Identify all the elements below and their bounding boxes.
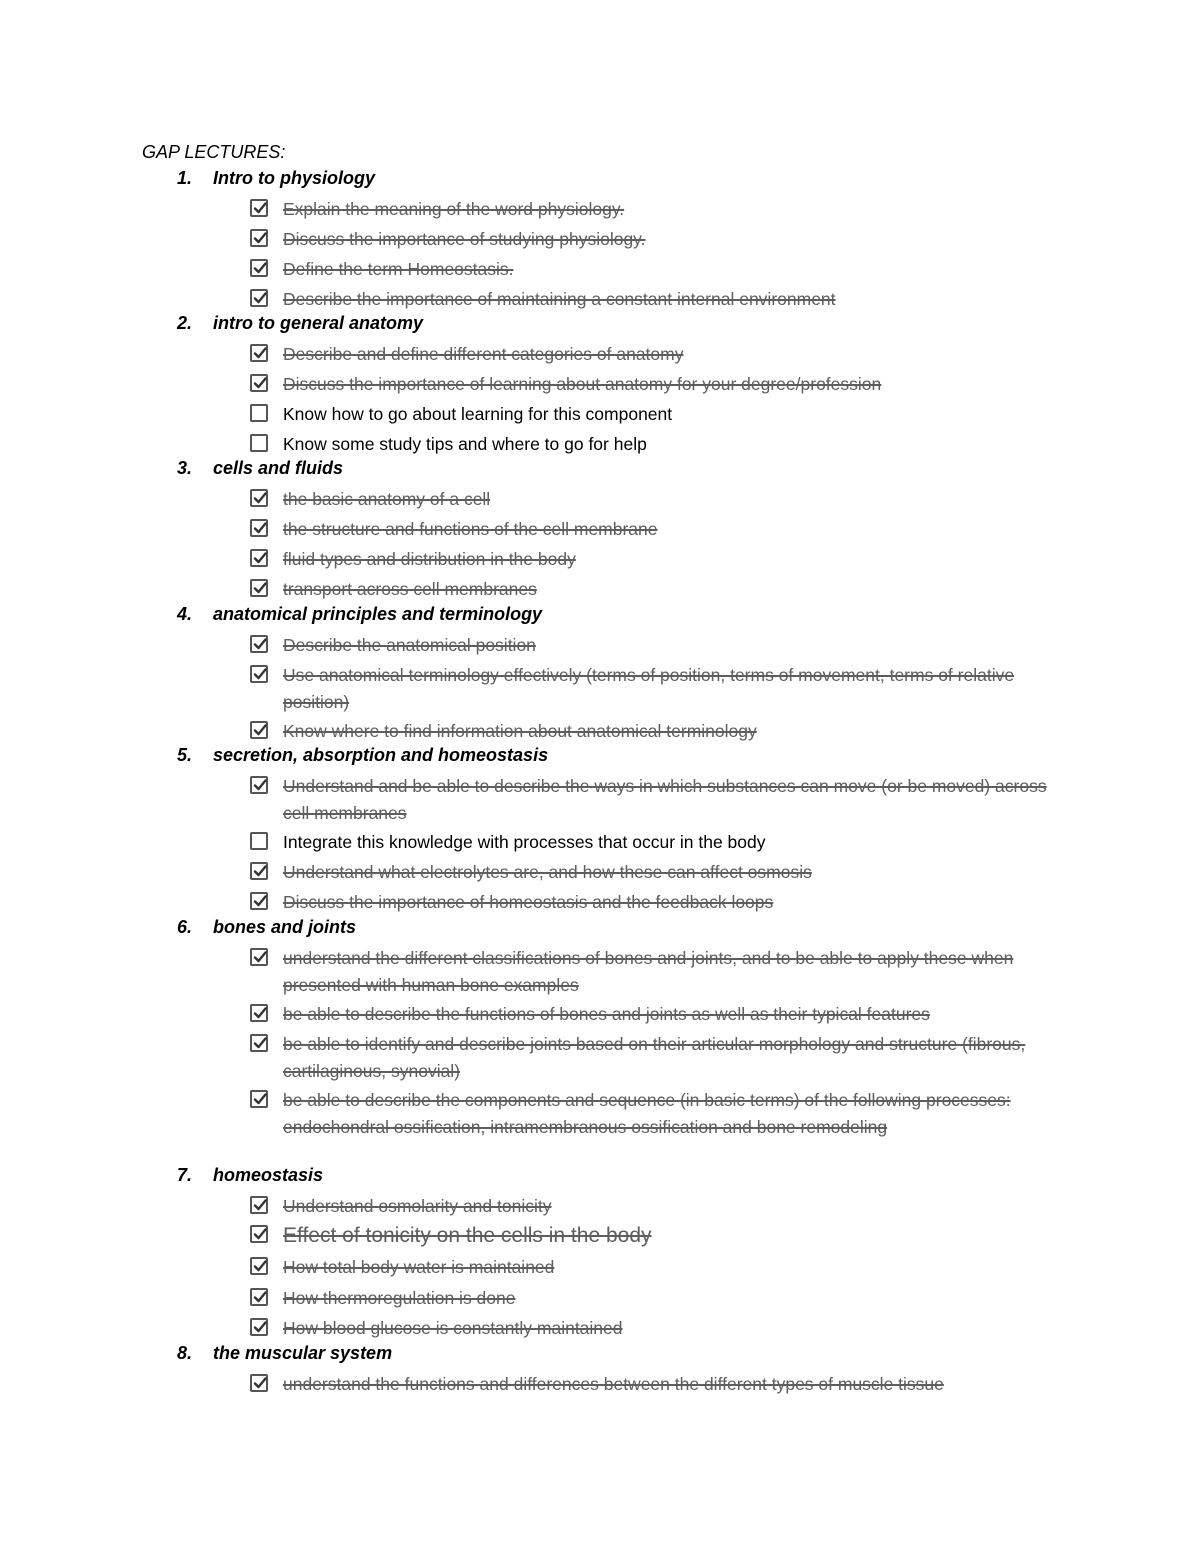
checklist-item-text: Understand osmolarity and tonicity bbox=[283, 1196, 552, 1216]
checklist-item-text: Describe the anatomical position bbox=[283, 635, 536, 655]
checked-checkbox-icon[interactable] bbox=[250, 489, 268, 507]
section-heading bbox=[177, 745, 548, 766]
section-heading-text: cells and fluids bbox=[213, 458, 344, 478]
section-heading-text: anatomical principles and terminology bbox=[213, 604, 543, 624]
section-heading bbox=[177, 604, 542, 625]
section-number: 8. bbox=[177, 1343, 193, 1363]
section-number: 2. bbox=[177, 313, 193, 333]
checked-checkbox-icon[interactable] bbox=[250, 549, 268, 567]
checked-checkbox-icon[interactable] bbox=[250, 344, 268, 362]
section-heading bbox=[177, 313, 423, 334]
checked-checkbox-icon[interactable] bbox=[250, 1034, 268, 1052]
section-number: 7. bbox=[177, 1165, 193, 1185]
section-heading-text: Intro to physiology bbox=[213, 168, 375, 188]
section-number: 1. bbox=[177, 168, 193, 188]
checklist-item-text: the structure and functions of the cell membrane bbox=[283, 519, 658, 539]
checklist-item-text: Discuss the importance of studying physiology. bbox=[283, 229, 646, 249]
section-heading bbox=[177, 168, 375, 189]
section-heading bbox=[177, 1343, 392, 1364]
section-heading bbox=[177, 917, 356, 938]
checklist-item-text: Describe the importance of maintaining a constant internal environment bbox=[283, 289, 836, 309]
section-heading-text: secretion, absorption and homeostasis bbox=[213, 745, 549, 765]
checklist-item-text: Know some study tips and where to go for help bbox=[283, 434, 647, 454]
title-suffix: : bbox=[280, 142, 286, 162]
checklist-item-text: Understand and be able to describe the ways in which substances can move (or be moved) across cell membranes bbox=[283, 776, 1047, 823]
checklist-item-text: Discuss the importance of learning about anatomy for your degree/profession bbox=[283, 374, 882, 394]
checked-checkbox-icon[interactable] bbox=[250, 892, 268, 910]
checklist-item-text: Effect of tonicity on the cells in the body bbox=[283, 1224, 652, 1247]
checked-checkbox-icon[interactable] bbox=[250, 862, 268, 880]
checklist-item-text: be able to describe the functions of bones and joints as well as their typical features bbox=[283, 1004, 930, 1024]
checked-checkbox-icon[interactable] bbox=[250, 1288, 268, 1306]
document-title bbox=[142, 142, 285, 163]
unchecked-checkbox-icon[interactable] bbox=[250, 404, 268, 422]
checklist-item-text: Discuss the importance of homeostasis and the feedback loops bbox=[283, 892, 774, 912]
checked-checkbox-icon[interactable] bbox=[250, 1004, 268, 1022]
title-text: GAP LECTURES bbox=[142, 142, 281, 162]
checklist-item-text: understand the functions and differences between the different types of muscle tissue bbox=[283, 1374, 944, 1394]
checked-checkbox-icon[interactable] bbox=[250, 776, 268, 794]
checklist-item-text: Know how to go about learning for this component bbox=[283, 404, 673, 424]
checked-checkbox-icon[interactable] bbox=[250, 665, 268, 683]
checked-checkbox-icon[interactable] bbox=[250, 635, 268, 653]
checklist-item-text: understand the different classifications of bones and joints, and to be able to apply these when presented with human bone examples bbox=[283, 948, 1014, 995]
checked-checkbox-icon[interactable] bbox=[250, 199, 268, 217]
checklist-item-text: be able to identify and describe joints based on their articular morphology and structure (fibrous, cartilaginous, synovial) bbox=[283, 1034, 1026, 1081]
section-heading-text: the muscular system bbox=[213, 1343, 393, 1363]
unchecked-checkbox-icon[interactable] bbox=[250, 832, 268, 850]
checked-checkbox-icon[interactable] bbox=[250, 259, 268, 277]
checklist-item-text: the basic anatomy of a cell bbox=[283, 489, 491, 509]
section-number: 6. bbox=[177, 917, 193, 937]
section-heading-text: bones and joints bbox=[213, 917, 357, 937]
checked-checkbox-icon[interactable] bbox=[250, 1257, 268, 1275]
checked-checkbox-icon[interactable] bbox=[250, 579, 268, 597]
checked-checkbox-icon[interactable] bbox=[250, 1090, 268, 1108]
checklist-item-text: Describe and define different categories of anatomy bbox=[283, 344, 684, 364]
checklist-item-text: Use anatomical terminology effectively (terms of position, terms of movement, terms of relative position) bbox=[283, 665, 1015, 712]
checklist-item-text: fluid types and distribution in the body bbox=[283, 549, 576, 569]
checked-checkbox-icon[interactable] bbox=[250, 1196, 268, 1214]
checked-checkbox-icon[interactable] bbox=[250, 1225, 268, 1243]
checklist-item-text: transport across cell membranes bbox=[283, 579, 537, 599]
checklist-item-text: Understand what electrolytes are, and how these can affect osmosis bbox=[283, 862, 812, 882]
checklist-item-text: Explain the meaning of the word physiology. bbox=[283, 199, 625, 219]
section-number: 3. bbox=[177, 458, 193, 478]
checked-checkbox-icon[interactable] bbox=[250, 374, 268, 392]
unchecked-checkbox-icon[interactable] bbox=[250, 434, 268, 452]
checklist-item-text: How total body water is maintained bbox=[283, 1257, 555, 1277]
checklist-item-text: Integrate this knowledge with processes that occur in the body bbox=[283, 832, 766, 852]
checklist-item-text: Know where to find information about anatomical terminology bbox=[283, 721, 757, 741]
section-heading-text: intro to general anatomy bbox=[213, 313, 424, 333]
section-heading bbox=[177, 458, 343, 479]
checked-checkbox-icon[interactable] bbox=[250, 721, 268, 739]
checklist-item-text: How thermoregulation is done bbox=[283, 1288, 516, 1308]
checked-checkbox-icon[interactable] bbox=[250, 1374, 268, 1392]
section-number: 5. bbox=[177, 745, 193, 765]
checked-checkbox-icon[interactable] bbox=[250, 948, 268, 966]
checked-checkbox-icon[interactable] bbox=[250, 519, 268, 537]
checked-checkbox-icon[interactable] bbox=[250, 229, 268, 247]
section-heading bbox=[177, 1165, 323, 1186]
section-heading-text: homeostasis bbox=[213, 1165, 324, 1185]
checklist-item-text: How blood glucose is constantly maintained bbox=[283, 1318, 623, 1338]
checklist-item-text: be able to describe the components and sequence (in basic terms) of the following processes: endochondral ossification, intramembranous ossification and bone remodeling bbox=[283, 1090, 1011, 1137]
section-number: 4. bbox=[177, 604, 193, 624]
checked-checkbox-icon[interactable] bbox=[250, 289, 268, 307]
checked-checkbox-icon[interactable] bbox=[250, 1318, 268, 1336]
checklist-item-text: Define the term Homeostasis. bbox=[283, 259, 514, 279]
